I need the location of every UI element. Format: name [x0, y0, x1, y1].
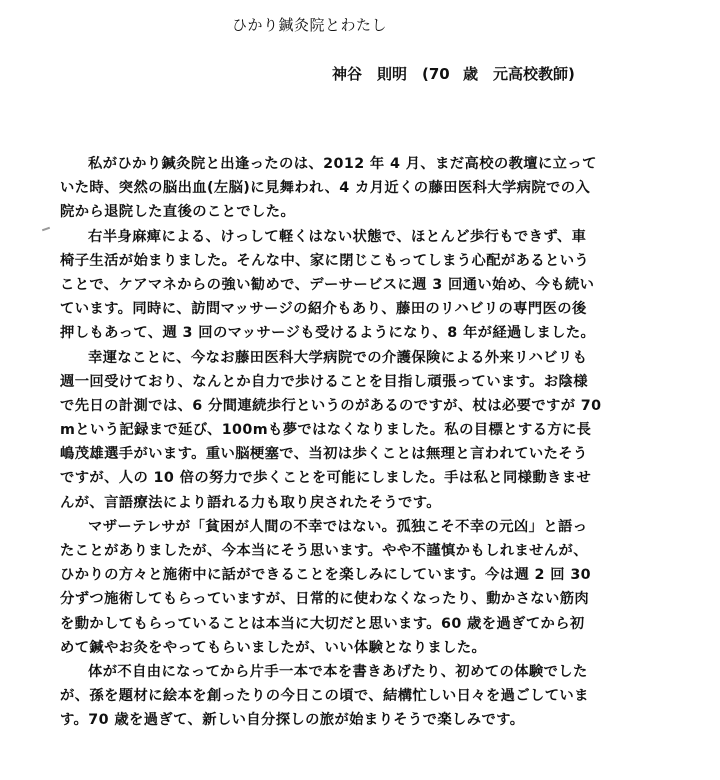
- text-line: 院から退院した直後のことでした。: [60, 204, 296, 221]
- document-title: ひかり鍼灸院とわたし: [232, 16, 388, 34]
- text-line: 分ずつ施術してもらっていますが、日常的に使わなくなったり、動かさない筋肉: [60, 591, 590, 608]
- text-line: mという記録まで延び、100mも夢ではなくなりました。私の目標とする方に長: [60, 422, 592, 439]
- text-line: ことで、ケアマネからの強い勧めで、デーサービスに週 3 回通い始め、今も続い: [60, 276, 595, 293]
- text-line: 私がひかり鍼灸院と出逢ったのは、2012 年 4 月、まだ高校の教壇に立って: [88, 156, 597, 172]
- text-line: 椅子生活が始まりました。そんな中、家に閉じこもってしまう心配があるという: [60, 252, 590, 269]
- text-line: んが、言語療法により語れる力も取り戻されたそうです。: [60, 494, 441, 511]
- text-line: で先日の計測では、6 分間連続歩行というのがあるのですが、杖は必要ですが 70: [60, 397, 602, 414]
- text-line: 嶋茂雄選手がいます。重い脳梗塞で、当初は歩くことは無理と言われていたそう: [60, 446, 588, 463]
- text-line: 幸運なことに、今なお藤田医科大学病院での介護保険による外来リハビリも: [88, 349, 588, 366]
- text-line: 右半身麻痺による、けっして軽くはない状態で、ほとんど歩行もできず、車: [88, 228, 587, 245]
- text-line: たことがありましたが、今本当にそう思います。やや不謹慎かもしれませんが、: [60, 543, 588, 559]
- text-line: を動かしてもらっていることは本当に大切だと思います。60 歳を過ぎてから初: [60, 615, 585, 632]
- text-line: いた時、突然の脳出血(左脳)に見舞われ、4 カ月近くの藤田医科大学病院での入: [60, 180, 591, 197]
- text-line: マザーテレサが「貧困が人間の不幸ではない。孤独こそ不幸の元凶」と語っ: [88, 518, 588, 535]
- text-line: ひかりの方々と施術中に話ができることを楽しみにしています。今は週 2 回 30: [60, 567, 592, 584]
- text-line: 押しもあって、週 3 回のマッサージも受けるようになり、8 年が経過しました。: [60, 325, 596, 342]
- text-line: 週一回受けており、なんとか自力で歩けることを目指し頑張っています。お陰様: [60, 373, 588, 390]
- scan-mark: [42, 227, 50, 232]
- text-line: 体が不自由になってから片手一本で本を書きあげたり、初めての体験でした: [88, 663, 588, 680]
- text-line: が、孫を題材に絵本を創ったりの今日この頃で、結構忙しい日々を過ごしていま: [60, 688, 589, 705]
- text-line: ですが、人の 10 倍の努力で歩くことを可能にしました。手は私と同様動きませ: [60, 470, 592, 487]
- text-line: ています。同時に、訪問マッサージの紹介もあり、藤田のリハビリの専門医の後: [60, 301, 587, 318]
- text-line: めて鍼やお灸をやってもらいましたが、いい体験となりました。: [60, 639, 487, 656]
- author-line: 神谷 則明 (70 歳 元高校教師): [332, 65, 575, 83]
- body-text: [60, 152, 660, 733]
- text-line: す。70 歳を過ぎて、新しい自分探しの旅が始まりそうで楽しみです。: [60, 712, 525, 729]
